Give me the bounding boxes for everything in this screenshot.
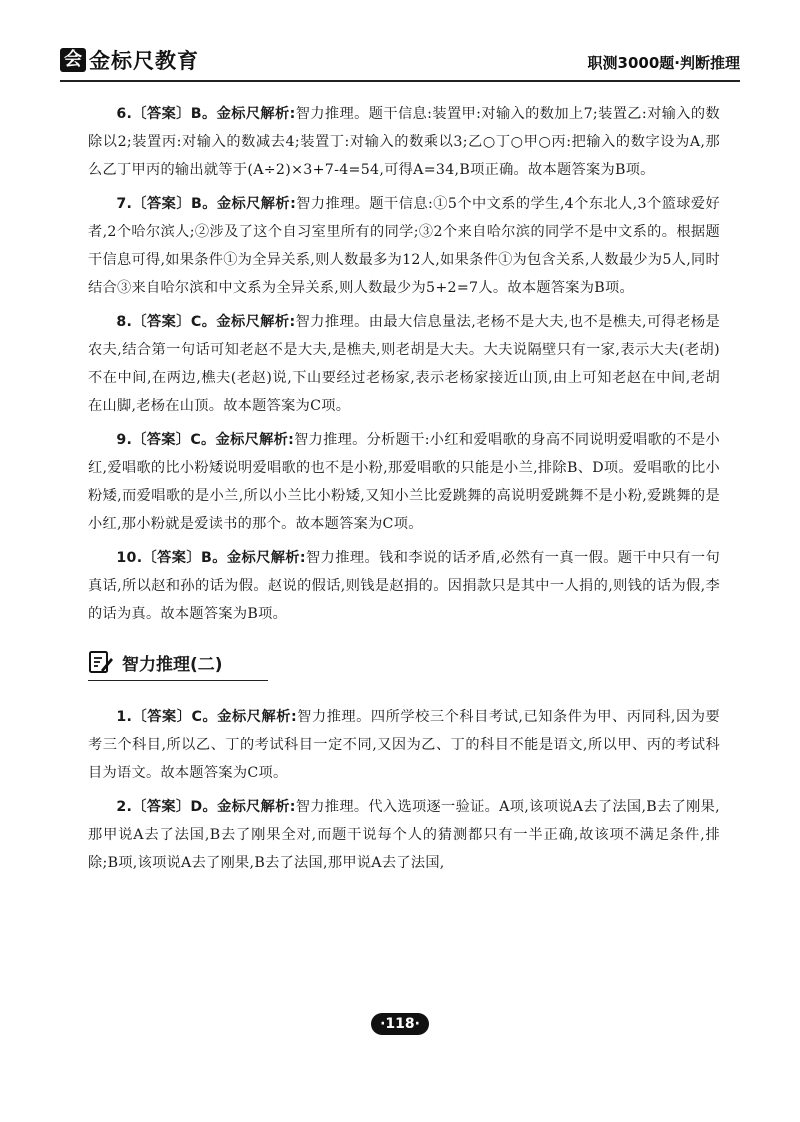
edit-note-icon (88, 649, 114, 679)
answer-text: 智力推理。四所学校三个科目考试,已知条件为甲、丙同科,因为要考三个科目,所以乙、丁的考试科目一定不同,又因为乙、丁的科目不能是语文,所以甲、丙的考试科目为语文。故本题答案为C项。 (88, 709, 720, 781)
answer-10 (88, 544, 720, 628)
page-content (88, 100, 720, 883)
answer-label: 7.〔答案〕B。金标尺解析: (116, 196, 297, 212)
brand-name: 金标尺教育 (89, 49, 199, 73)
page-header (60, 40, 740, 84)
answer-text: 智力推理。题干信息:①5个中文系的学生,4个东北人,3个篮球爱好者,2个哈尔滨人;②涉及了这个自习室里所有的同学;③2个来自哈尔滨的同学不是中文系的。根据题干信息可得,如果条件①为全异关系,则人数最多为12人,如果条件①为包含关系,人数最少为5人,同时结合③来自哈尔滨和中文系为全异关系,则人数最少为5+2=7人。故本题答案为B项。 (88, 196, 721, 296)
answer-label: 2.〔答案〕D。金标尺解析: (116, 799, 296, 815)
answer-label: 6.〔答案〕B。金标尺解析: (116, 106, 296, 122)
brand-logo-icon: 会 (60, 48, 86, 72)
answer-label: 10.〔答案〕B。金标尺解析: (116, 550, 306, 566)
section-title: 智力推理(二) (122, 655, 223, 675)
running-title: 职测3000题·判断推理 (587, 54, 740, 72)
answer-1 (88, 703, 720, 787)
answer-text: 智力推理。代入选项逐一验证。A项,该项说A去了法国,B去了刚果,那甲说A去了法国,B去了刚果全对,而题干说每个人的猜测都只有一半正确,故该项不满足条件,排除;B项,该项说A去了刚果,B去了法国,那甲说A去了法国, (88, 799, 720, 871)
page-number: ·118· (371, 1013, 429, 1035)
answer-2 (88, 793, 720, 877)
section-heading (88, 646, 268, 681)
answer-label: 9.〔答案〕C。金标尺解析: (116, 432, 295, 448)
answer-text: 智力推理。题干信息:装置甲:对输入的数加上7;装置乙:对输入的数除以2;装置丙:对输入的数减去4;装置丁:对输入的数乘以3;乙○丁○甲○丙:把输入的数字设为A,那么乙丁甲丙的输出就等于(A÷2)×3+7-4=54,可得A=34,B项正确。故本题答案为B项。 (88, 106, 721, 178)
header-rule (60, 80, 740, 82)
brand (60, 46, 199, 74)
answer-6 (88, 100, 720, 184)
answer-9 (88, 426, 720, 538)
answer-8 (88, 308, 720, 420)
answer-text: 智力推理。分析题干:小红和爱唱歌的身高不同说明爱唱歌的不是小红,爱唱歌的比小粉矮说明爱唱歌的也不是小粉,那爱唱歌的只能是小兰,排除B、D项。爱唱歌的比小粉矮,而爱唱歌的是小兰,所以小兰比小粉矮,又知小兰比爱跳舞的高说明爱跳舞不是小粉,爱跳舞的是小红,那小粉就是爱读书的那个。故本题答案为C项。 (88, 432, 720, 532)
answer-label: 1.〔答案〕C。金标尺解析: (116, 709, 297, 725)
answer-text: 智力推理。钱和李说的话矛盾,必然有一真一假。题干中只有一句真话,所以赵和孙的话为假。赵说的假话,则钱是赵捐的。因捐款只是其中一人捐的,则钱的话为假,李的话为真。故本题答案为B项。 (88, 550, 721, 622)
answer-label: 8.〔答案〕C。金标尺解析: (116, 314, 296, 330)
answer-7 (88, 190, 720, 302)
answer-text: 智力推理。由最大信息量法,老杨不是大夫,也不是樵夫,可得老杨是农夫,结合第一句话可知老赵不是大夫,是樵夫,则老胡是大夫。大夫说隔壁只有一家,表示大夫(老胡)不在中间,在两边,樵夫(老赵)说,下山要经过老杨家,表示老杨家接近山顶,由上可知老赵在中间,老胡在山脚,老杨在山顶。故本题答案为C项。 (88, 314, 720, 414)
